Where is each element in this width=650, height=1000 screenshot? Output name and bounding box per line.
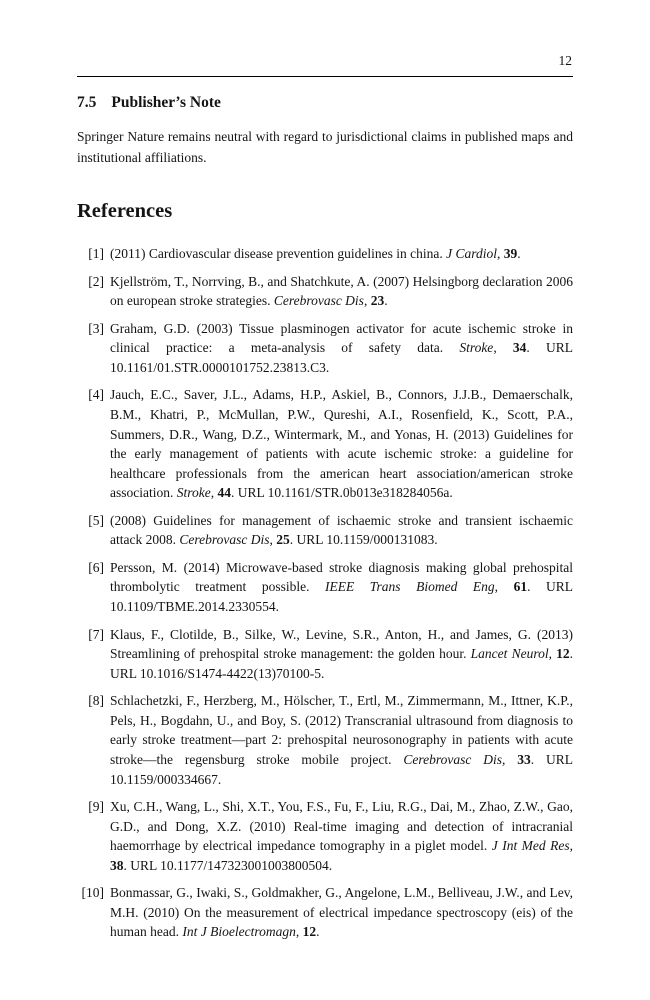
reference-item bbox=[77, 558, 573, 617]
reference-text: Persson, M. (2014) Microwave-based stroke diagnosis making global prehospital thrombolytic treatment possible. IEEE Trans Biomed Eng, 61. URL 10.1109/TBME.2014.2330554. bbox=[110, 559, 574, 614]
section-number: 7.5 bbox=[77, 94, 97, 111]
reference-item bbox=[77, 272, 573, 311]
reference-label: [2] bbox=[88, 273, 104, 289]
page-number: 12 bbox=[558, 53, 572, 68]
reference-label: [1] bbox=[88, 246, 104, 261]
reference-label: [5] bbox=[88, 512, 104, 528]
reference-item bbox=[77, 797, 573, 875]
section-heading bbox=[77, 94, 573, 113]
publisher-note-paragraph: Springer Nature remains neutral with regard to jurisdictional claims in published maps and institutional affiliations. bbox=[77, 128, 573, 165]
reference-label: [4] bbox=[88, 387, 104, 403]
reference-text: Bonmassar, G., Iwaki, S., Goldmakher, G., Angelone, L.M., Belliveau, J.W., and Lev, M.H. (2010) On the measurement of electrical impedance spectroscopy (eis) of the human head. Int J Bioelectromagn, 12. bbox=[110, 885, 573, 940]
reference-text: (2011) Cardiovascular disease prevention guidelines in china. J Cardiol, 39. bbox=[110, 246, 521, 261]
reference-text: (2008) Guidelines for management of ischaemic stroke and transient ischaemic attack 2008. Cerebrovasc Dis, 25. URL 10.1159/000131083. bbox=[110, 512, 573, 548]
reference-label: [6] bbox=[88, 559, 104, 575]
reference-text: Klaus, F., Clotilde, B., Silke, W., Levine, S.R., Anton, H., and James, G. (2013) Streamlining of prehospital stroke management: the golden hour. Lancet Neurol, 12. URL 10.1016/S1474-4422(13)70100-5. bbox=[110, 626, 574, 681]
reference-item bbox=[77, 511, 573, 550]
reference-label: [7] bbox=[88, 626, 104, 642]
reference-text: Graham, G.D. (2003) Tissue plasminogen activator for acute ischemic stroke in clinical practice: a meta-analysis of safety data. Stroke, 34. URL 10.1161/01.STR.0000101752.23813.C3. bbox=[110, 320, 574, 375]
reference-item bbox=[77, 883, 573, 942]
references-heading: References bbox=[77, 200, 173, 223]
reference-item bbox=[77, 244, 573, 264]
reference-item bbox=[77, 691, 573, 789]
references-list bbox=[77, 244, 573, 942]
reference-text: Jauch, E.C., Saver, J.L., Adams, H.P., Askiel, B., Connors, J.J.B., Demaerschalk, B.M., Khatri, P., McMullan, P.W., Qureshi, A.I., Rosenfield, K., Scott, P.A., Summers, D.R., Wang, D.Z., Wintermark, M., and Yonas, H. (2013) Guidelines for the early management of patients with acute ischemic stroke: a guideline for healthcare professionals from the american heart association/american stroke association. Stroke, 44. URL 10.1161/STR.0b013e318284056a. bbox=[110, 387, 573, 501]
reference-text: Kjellström, T., Norrving, B., and Shatchkute, A. (2007) Helsingborg declaration 2006 on european stroke strategies. Cerebrovasc Dis, 23. bbox=[110, 273, 573, 309]
reference-text: Xu, C.H., Wang, L., Shi, X.T., You, F.S., Fu, F., Liu, R.G., Dai, M., Zhao, Z.W., Gao, G.D., and Dong, X.Z. (2010) Real-time imaging and detection of intracranial haemorrhage by electrical impedance tomography in a piglet model. J Int Med Res, 38. URL 10.1177/147323001003800504. bbox=[110, 799, 574, 873]
reference-item bbox=[77, 625, 573, 684]
reference-item bbox=[77, 319, 573, 378]
reference-text: Schlachetzki, F., Herzberg, M., Hölscher, T., Ertl, M., Zimmermann, M., Ittner, K.P., Pels, H., Bogdahn, U., and Boy, S. (2012) Transcranial ultrasound from diagnosis to early stroke treatment—part 2: prehospital neurosonography in patients with acute stroke—the regensburg stroke mobile project. Cerebrovasc Dis, 33. URL 10.1159/000334667. bbox=[110, 693, 574, 787]
header-rule bbox=[77, 76, 573, 77]
reference-label: [3] bbox=[88, 320, 104, 336]
reference-item bbox=[77, 385, 573, 502]
reference-label: [8] bbox=[88, 693, 104, 709]
reference-label: [9] bbox=[88, 799, 104, 815]
reference-label: [10] bbox=[81, 885, 104, 901]
section-title: Publisher’s Note bbox=[111, 94, 221, 111]
